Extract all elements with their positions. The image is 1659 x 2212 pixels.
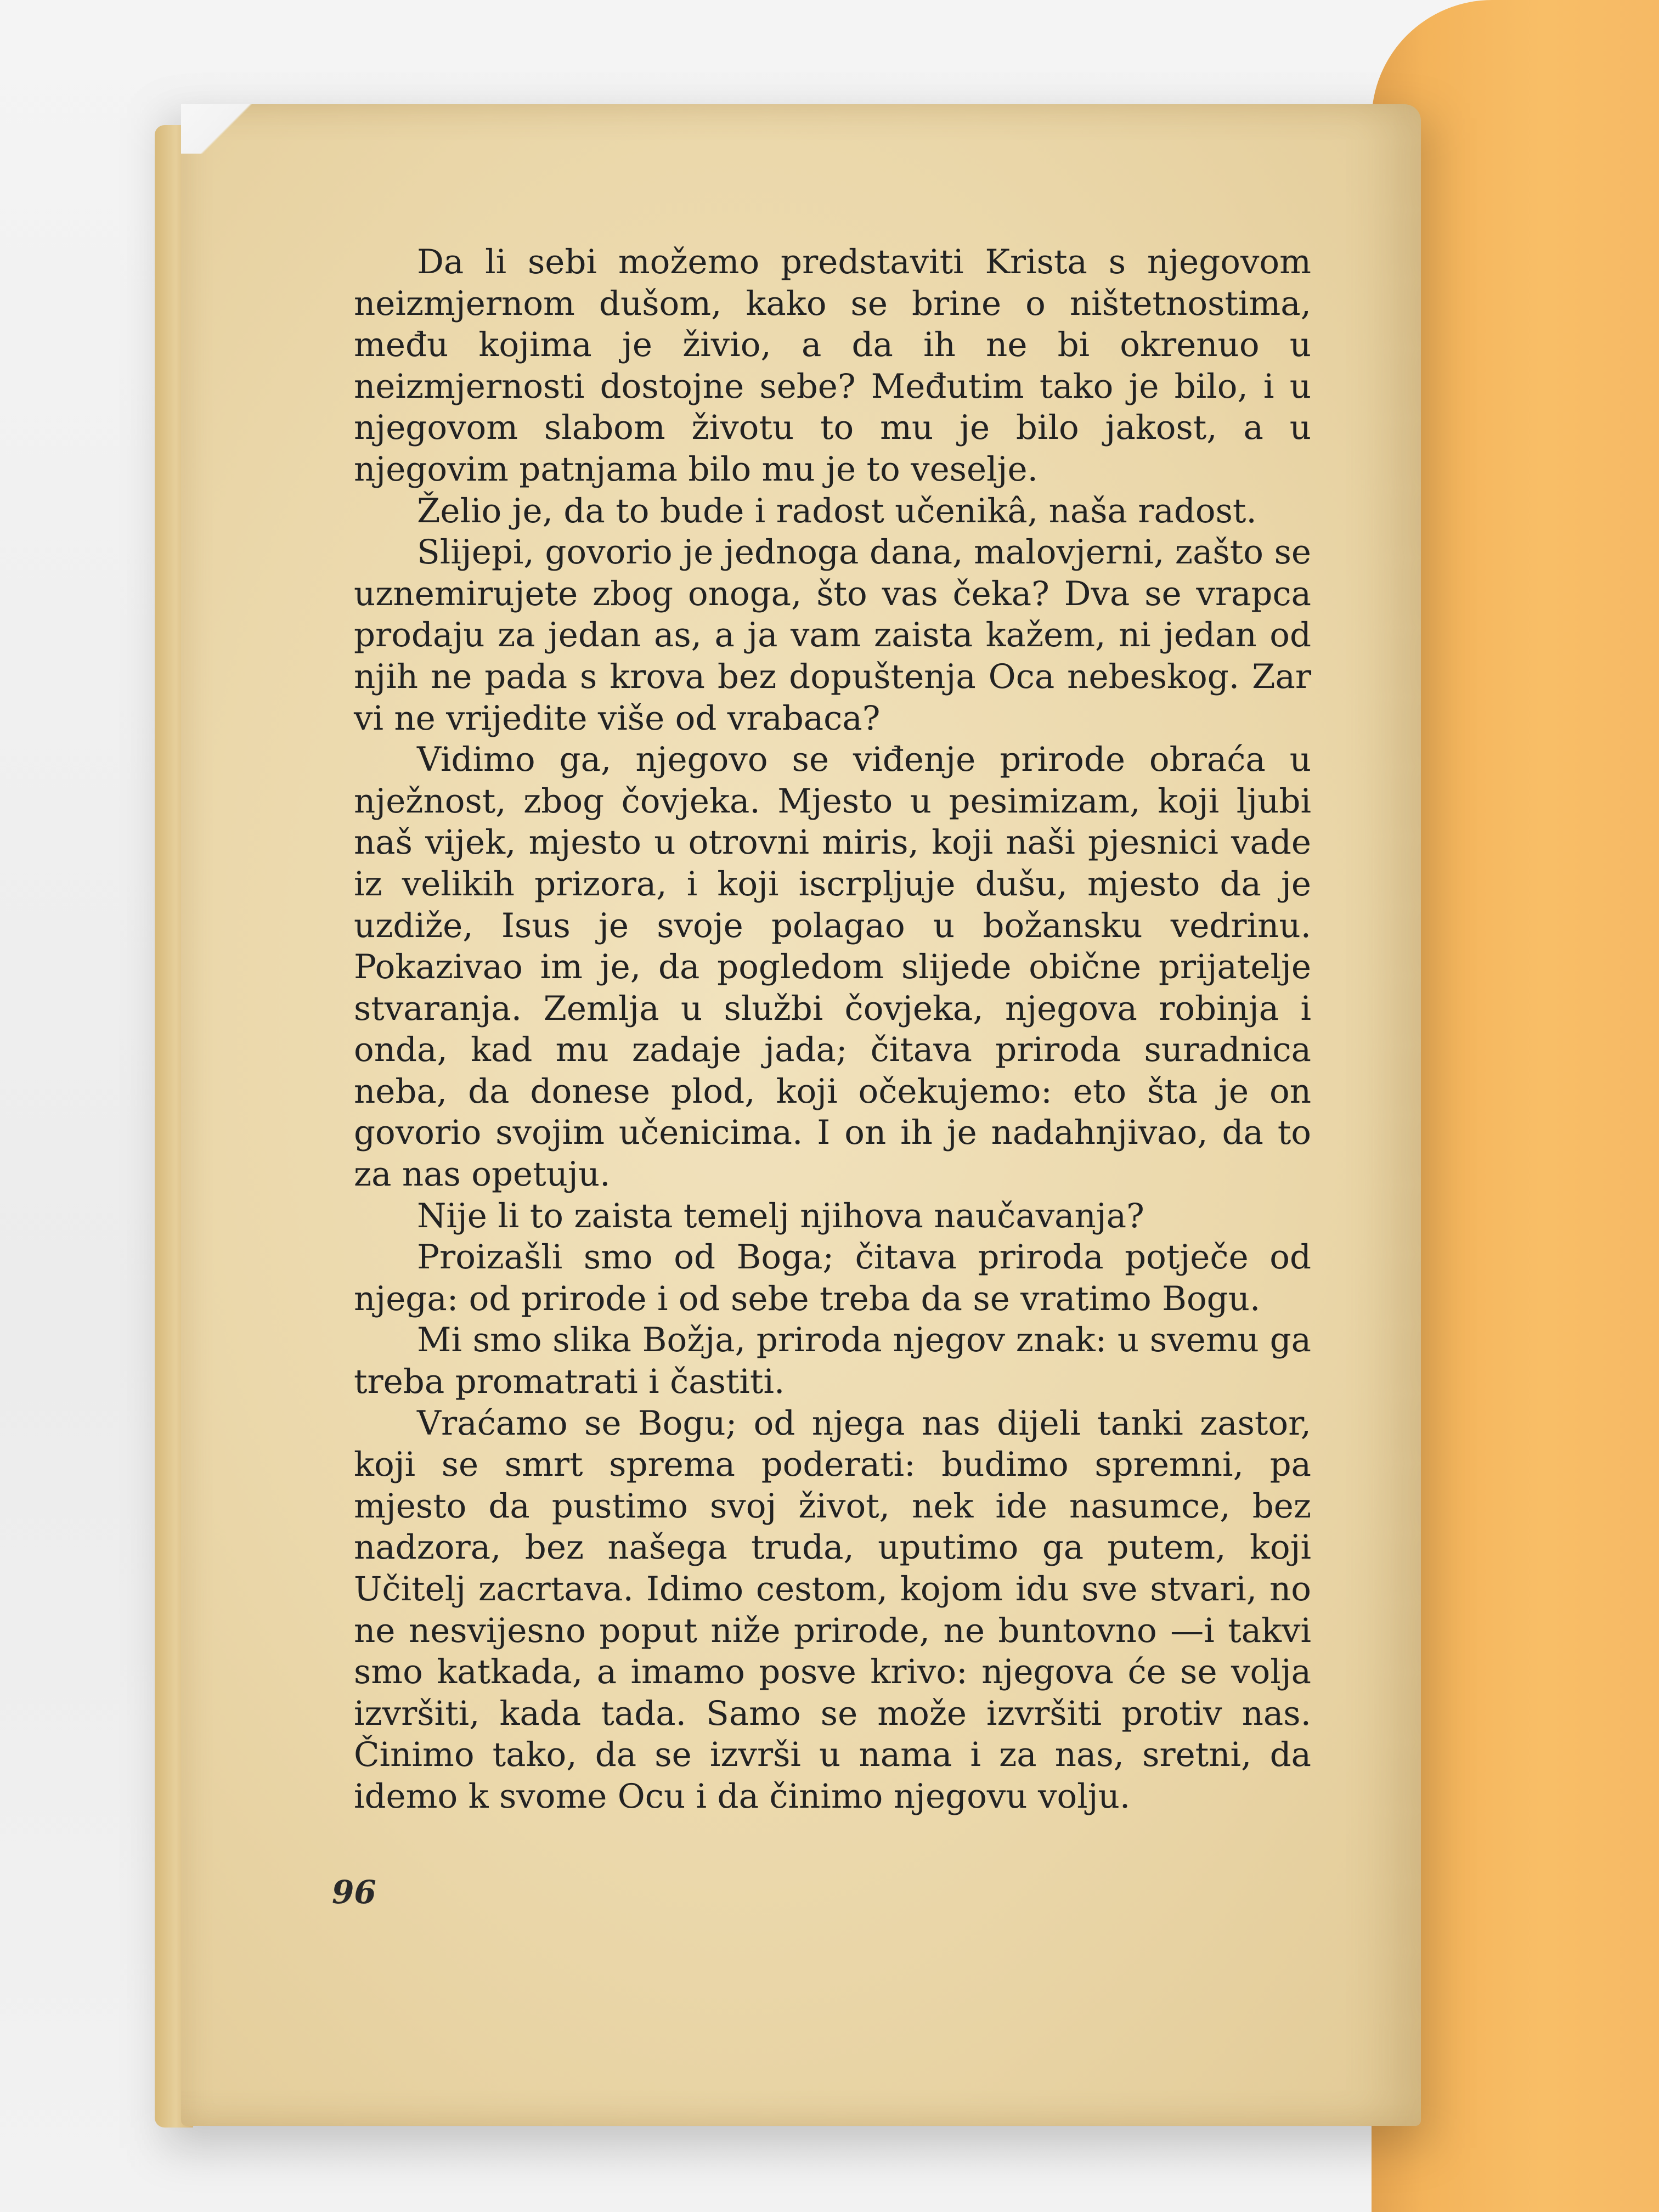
paragraph: Nije li to zaista temelj njihova naučavanja? [417, 1196, 1144, 1235]
paragraph: Proizašli smo od Boga; čitava priroda potječe od njega: od prirode i od sebe treba da se vratimo Bogu. [354, 1238, 1311, 1318]
paragraph: Vraćamo se Bogu; od njega nas dijeli tanki zastor, koji se smrt sprema poderati: budimo spremni, pa mjesto da pustimo svoj život, nek ide nasumce, bez nadzora, bez našega truda, uputimo ga putem, koji Učitelj zacrtava. Idimo cestom, kojom idu sve stvari, no ne nesvijesno poput niže prirode, ne buntovno —i takvi smo katkada, a imamo posve krivo: njegova će se volja izvršiti, kada tada. Samo se može izvršiti protiv nas. Činimo tako, da se izvrši u nama i za nas, sretni, da idemo k svome Ocu i da činimo njegovu volju. [354, 1403, 1311, 1816]
paragraph: Slijepi, govorio je jednoga dana, malovjerni, zašto se uznemirujete zbog onoga, što vas čeka? Dva se vrapca prodaju za jedan as, a ja vam zaista kažem, ni jedan od njih ne pada s krova bez dopuštenja Oca nebeskog. Zar vi ne vrijedite više od vrabaca? [354, 533, 1311, 738]
page-number: 96 [332, 1874, 376, 1911]
paragraph: Da li sebi možemo predstaviti Krista s njegovom neizmjernom dušom, kako se brine o ništetnostima, među kojima je živio, a da ih ne bi okrenuo u neizmjernosti dostojne sebe? Međutim tako je bilo, i u njegovom slabom životu to mu je bilo jakost, a u njegovim patnjama bilo mu je to veselje. [354, 242, 1311, 489]
torn-corner [181, 104, 274, 154]
paragraph: Želio je, da to bude i radost učenikâ, naša radost. [417, 491, 1257, 531]
page-text [354, 241, 1311, 1818]
paragraph: Vidimo ga, njegovo se viđenje prirode obraća u nježnost, zbog čovjeka. Mjesto u pesimizam, koji ljubi naš vijek, mjesto u otrovni miris, koji naši pjesnici vade iz velikih prizora, i koji iscrpljuje dušu, mjesto da je uzdiže, Isus je svoje polagao u božansku vedrinu. Pokazivao im je, da pogledom slijede obične prijatelje stvaranja. Zemlja u službi čovjeka, njegova robinja i onda, kad mu zadaje jada; čitava priroda suradnica neba, da donese plod, koji očekujemo: eto šta je on govorio svojim učenicima. I on ih je nadahnjivao, da to za nas opetuju. [354, 740, 1311, 1194]
paragraph: Mi smo slika Božja, priroda njegov znak: u svemu ga treba promatrati i častiti. [354, 1321, 1311, 1402]
